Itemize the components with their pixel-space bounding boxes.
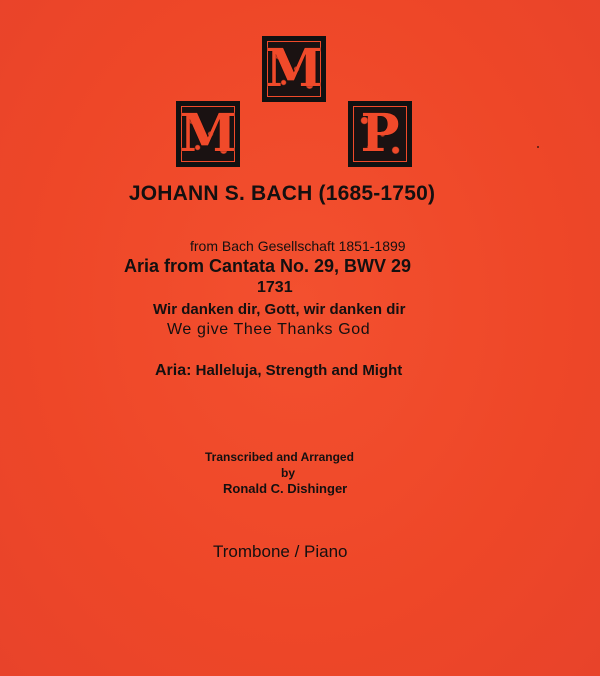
publisher-logo-p-right [348,101,412,167]
logo-letter: M [179,103,237,164]
logo-tile [353,103,407,164]
english-title: We give Thee Thanks God [167,321,371,338]
by-line: by [281,466,296,480]
aria-subtitle-label: Aria: [155,362,192,379]
logo-tile [265,38,323,99]
paper-speck [537,146,539,148]
composition-year: 1731 [257,279,293,296]
german-title: Wir danken dir, Gott, wir danken dir [153,301,406,318]
aria-subtitle-text: Halleluja, Strength and Might [191,362,403,379]
arranger-name: Ronald C. Dishinger [223,481,348,496]
publisher-logo-m-top [262,36,326,102]
logo-letter: M [265,38,323,99]
aria-title: Aria from Cantata No. 29, BWV 29 [124,256,412,276]
transcribed-line: Transcribed and Arranged [205,450,354,464]
composer-heading: JOHANN S. BACH (1685-1750) [128,182,436,205]
source-line: from Bach Gesellschaft 1851-1899 [190,238,406,254]
aria-subtitle [155,362,402,380]
instrumentation: Trombone / Piano [213,542,348,561]
publisher-logo-m-left [176,101,240,167]
logo-tile [179,103,237,164]
logo-letter: P [360,103,400,164]
